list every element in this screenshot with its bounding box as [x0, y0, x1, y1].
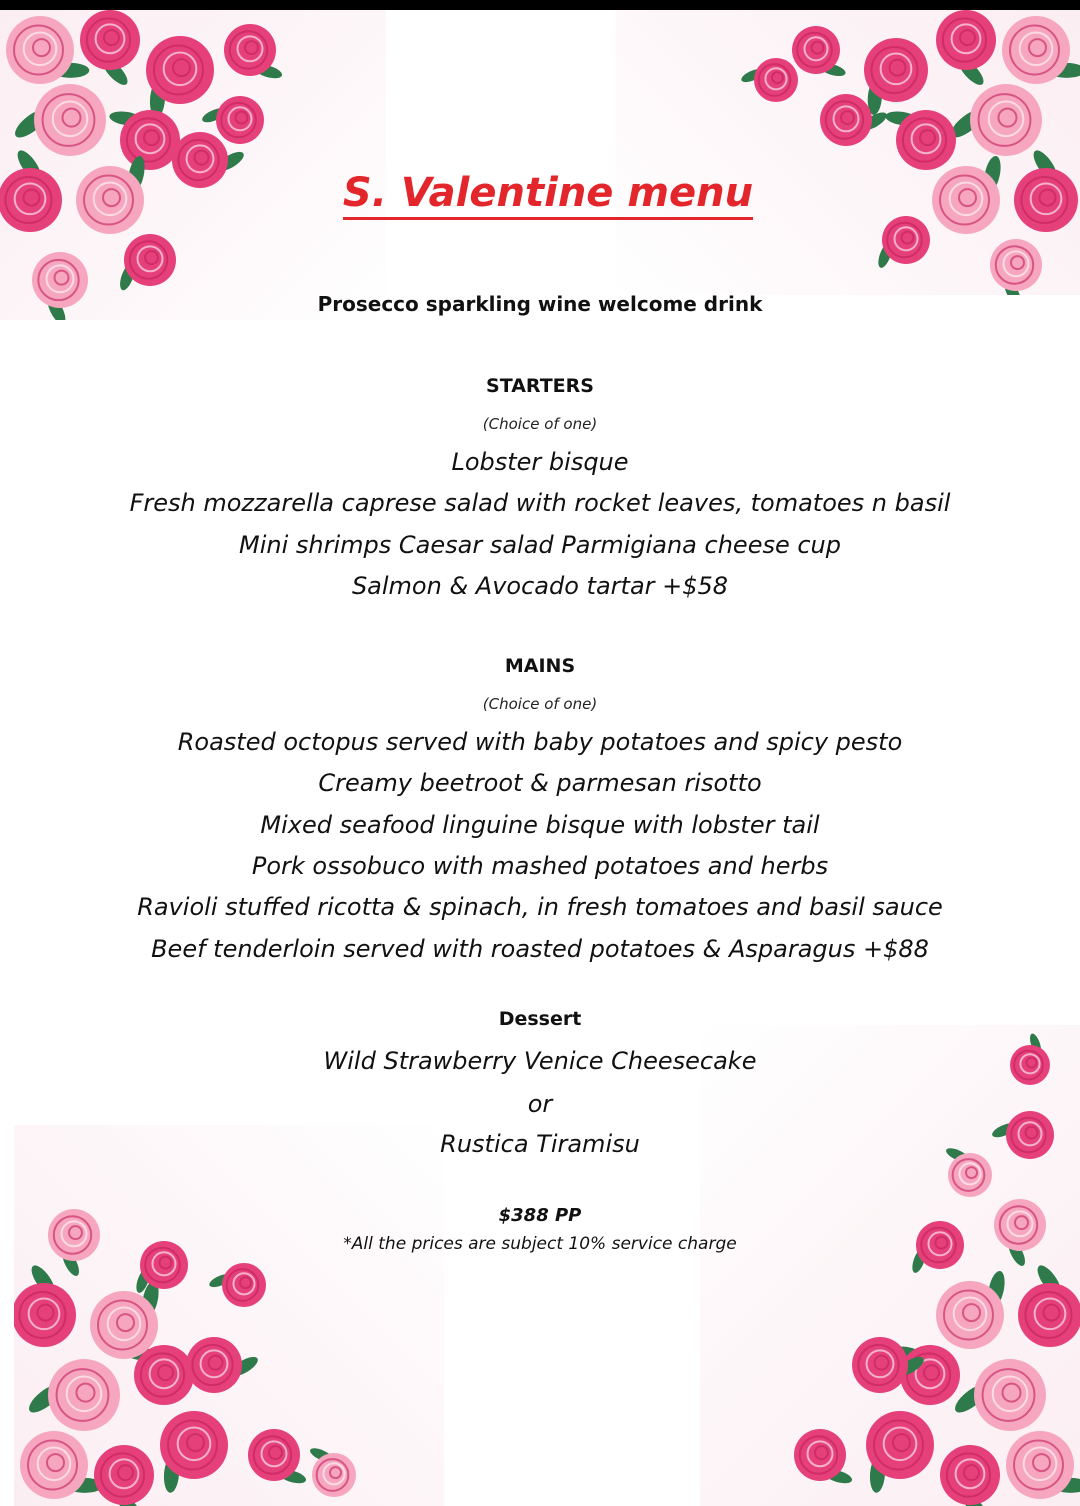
starter-item: Lobster bisque: [451, 448, 629, 476]
rose-bouquet-bottom-left: [14, 1125, 444, 1506]
main-item: Beef tenderloin served with roasted potatoes & Asparagus +$88: [151, 935, 929, 963]
main-item: Ravioli stuffed ricotta & spinach, in fresh tomatoes and basil sauce: [137, 893, 943, 921]
dessert-heading: Dessert: [498, 1008, 582, 1030]
main-item: Roasted octopus served with baby potatoes and spicy pesto: [177, 728, 903, 756]
rose-bouquet-top-left: [0, 10, 386, 320]
menu-price: $388 PP: [498, 1205, 582, 1226]
service-charge-note: *All the prices are subject 10% service charge: [343, 1234, 737, 1254]
starter-item: Mini shrimps Caesar salad Parmigiana cheese cup: [239, 531, 841, 559]
rose-bouquet-top-right: [616, 10, 1080, 295]
welcome-drink: Prosecco sparkling wine welcome drink: [317, 292, 763, 316]
mains-heading: MAINS: [504, 655, 576, 677]
starter-item: Salmon & Avocado tartar +$58: [351, 572, 729, 600]
dessert-item: Rustica Tiramisu: [440, 1130, 640, 1158]
roses-icon: [14, 1125, 444, 1506]
main-item: Creamy beetroot & parmesan risotto: [318, 769, 762, 797]
menu-title: S. Valentine menu: [8, 170, 1080, 216]
top-border: [0, 0, 1080, 10]
roses-icon: [0, 10, 386, 320]
roses-icon: [616, 10, 1080, 295]
mains-choice-note: (Choice of one): [482, 695, 598, 713]
starter-item: Fresh mozzarella caprese salad with rocket leaves, tomatoes n basil: [129, 489, 951, 517]
starters-heading: STARTERS: [486, 375, 594, 397]
main-item: Mixed seafood linguine bisque with lobster tail: [260, 811, 820, 839]
main-item: Pork ossobuco with mashed potatoes and herbs: [251, 852, 829, 880]
dessert-item: Wild Strawberry Venice Cheesecake: [323, 1047, 757, 1075]
starters-choice-note: (Choice of one): [482, 415, 598, 433]
dessert-separator: or: [527, 1090, 553, 1118]
